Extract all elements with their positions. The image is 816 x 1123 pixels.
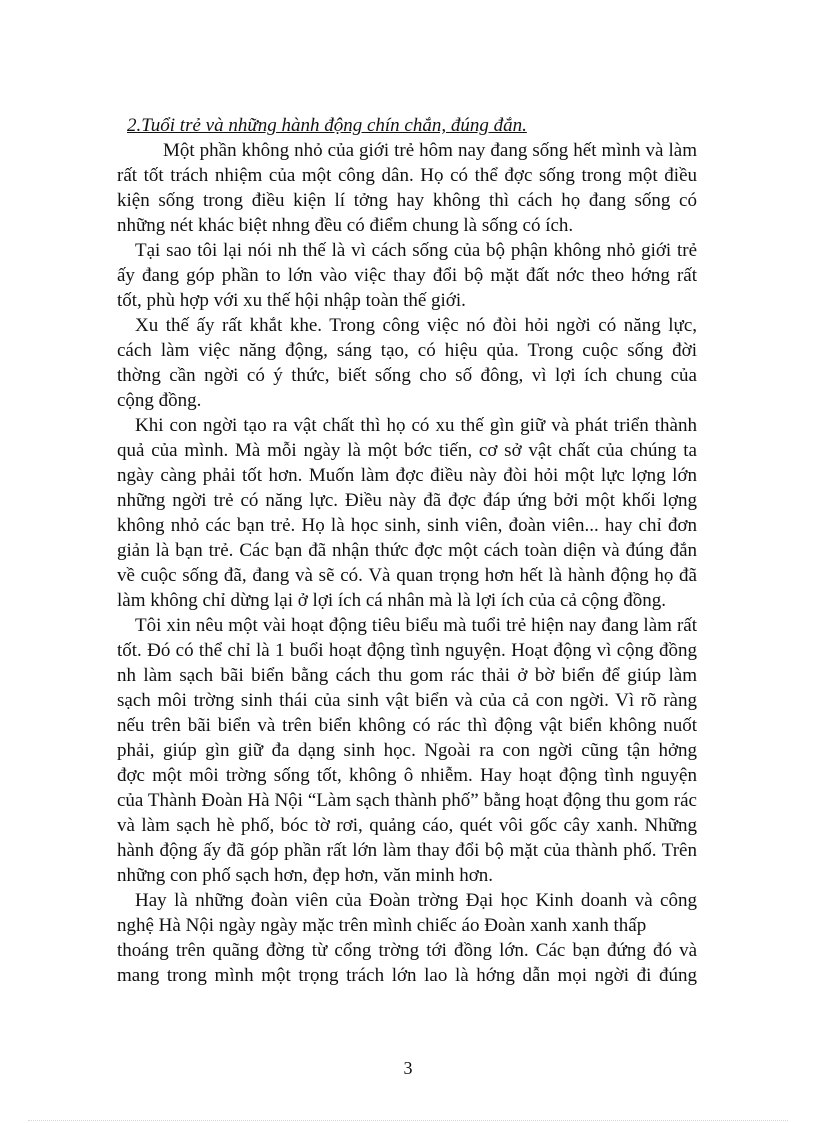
paragraph-line: làm không chỉ dừng lại ở lợi ích cá nhân mà là lợi ích của cả cộng đồng. — [117, 590, 667, 611]
paragraph-line: đợc một môi trờng sống tốt, không ô nhiễm. Hay hoạt động tình nguyện — [117, 765, 697, 786]
paragraph-line: Xu thế ấy rất khắt khe. Trong công việc nó đòi hỏi ngời có năng lực, — [135, 315, 697, 336]
paragraph-line: Một phần không nhỏ của giới trẻ hôm nay đang sống hết mình và làm — [163, 140, 697, 161]
paragraph-line: giản là bạn trẻ. Các bạn đã nhận thức đợc một cách toàn diện và đúng đắn — [117, 540, 697, 561]
paragraph-line: không nhỏ các bạn trẻ. Họ là học sinh, sinh viên, đoàn viên... hay chỉ đơn — [117, 515, 697, 536]
paragraph-line: của Thành Đoàn Hà Nội “Làm sạch thành phố” bằng hoạt động thu gom rác — [117, 790, 697, 811]
paragraph-line: và làm sạch hè phố, bóc tờ rơi, quảng cáo, quét vôi gốc cây xanh. Những — [117, 815, 697, 836]
paragraph-line: những nét khác biệt nhng đều có điểm chung là sống có ích. — [117, 215, 574, 236]
paragraph-line: nh làm sạch bãi biển bằng cách thu gom rác thải ở bờ biển để giúp làm — [117, 665, 697, 686]
paragraph-line: tốt. Đó có thể chỉ là 1 buổi hoạt động tình nguyện. Hoạt động vì cộng đồng — [117, 640, 697, 661]
paragraph-line: những ngời trẻ có năng lực. Điều này đã đợc đáp ứng bởi một khối lợng — [117, 490, 697, 511]
page-number: 3 — [403, 1058, 413, 1078]
paragraph-line: Tôi xin nêu một vài hoạt động tiêu biểu mà tuổi trẻ hiện nay đang làm rất — [135, 615, 697, 636]
paragraph-line: quả của mình. Mà mỗi ngày là một bớc tiến, cơ sở vật chất của chúng ta — [117, 440, 697, 461]
paragraph-line: Tại sao tôi lại nói nh thế là vì cách sống của bộ phận không nhỏ giới trẻ — [135, 240, 697, 261]
paragraph-line: mang trong mình một trọng trách lớn lao là hớng dẫn mọi ngời đi đúng — [117, 965, 697, 986]
paragraph-line: về cuộc sống đã, đang và sẽ có. Và quan trọng hơn hết là hành động họ đã — [117, 565, 697, 586]
paragraph-line: những con phố sạch hơn, đẹp hơn, văn minh hơn. — [117, 865, 494, 886]
section-heading: 2.Tuổi trẻ và những hành động chín chắn, đúng đắn. — [127, 115, 527, 136]
paragraph-line: cách làm việc năng động, sáng tạo, có hiệu qủa. Trong cuộc sống đời — [117, 340, 697, 361]
paragraph-line: phải, giúp gìn giữ đa dạng sinh học. Ngoài ra con ngời cũng tận hởng — [117, 740, 697, 761]
paragraph-line: hành động ấy đã góp phần rất lớn làm thay đổi bộ mặt của thành phố. Trên — [117, 840, 697, 861]
paragraph-line: nghệ Hà Nội ngày ngày mặc trên mình chiếc áo Đoàn xanh xanh thấp — [117, 915, 647, 936]
paragraph-line: rất tốt trách nhiệm của một công dân. Họ có thể đợc sống trong một điều — [117, 165, 697, 186]
paragraph-line: Hay là những đoàn viên của Đoàn trờng Đại học Kinh doanh và công — [135, 890, 697, 911]
paragraph-line: Khi con ngời tạo ra vật chất thì họ có xu thế gìn giữ và phát triển thành — [135, 415, 697, 436]
paragraph-line: kiện sống trong điều kiện lí tởng hay không thì cách họ đang sống có — [117, 190, 697, 211]
paragraph-line: nếu trên bãi biển và trên biển không có rác thì động vật biển không nuốt — [117, 715, 697, 736]
paragraph-line: cộng đồng. — [117, 390, 202, 411]
paragraph-line: thoáng trên quãng đờng từ cổng trờng tới đồng lớn. Các bạn đứng đó và — [117, 940, 697, 961]
paragraph-line: ngày càng phải tốt hơn. Muốn làm đợc điều này đòi hỏi một lực lợng lớn — [117, 465, 697, 486]
page-edge-rule — [28, 1120, 788, 1121]
paragraph-line: ấy đang góp phần to lớn vào việc thay đổi bộ mặt đất nớc theo hớng rất — [117, 265, 697, 286]
paragraph-line: sạch môi trờng sinh thái của sinh vật biển và của cả con ngời. Vì rõ ràng — [117, 690, 697, 711]
paragraph-line: tốt, phù hợp với xu thế hội nhập toàn thế giới. — [117, 290, 466, 311]
paragraph-line: thờng cần ngời có ý thức, biết sống cho số đông, vì lợi ích chung của — [117, 365, 697, 386]
